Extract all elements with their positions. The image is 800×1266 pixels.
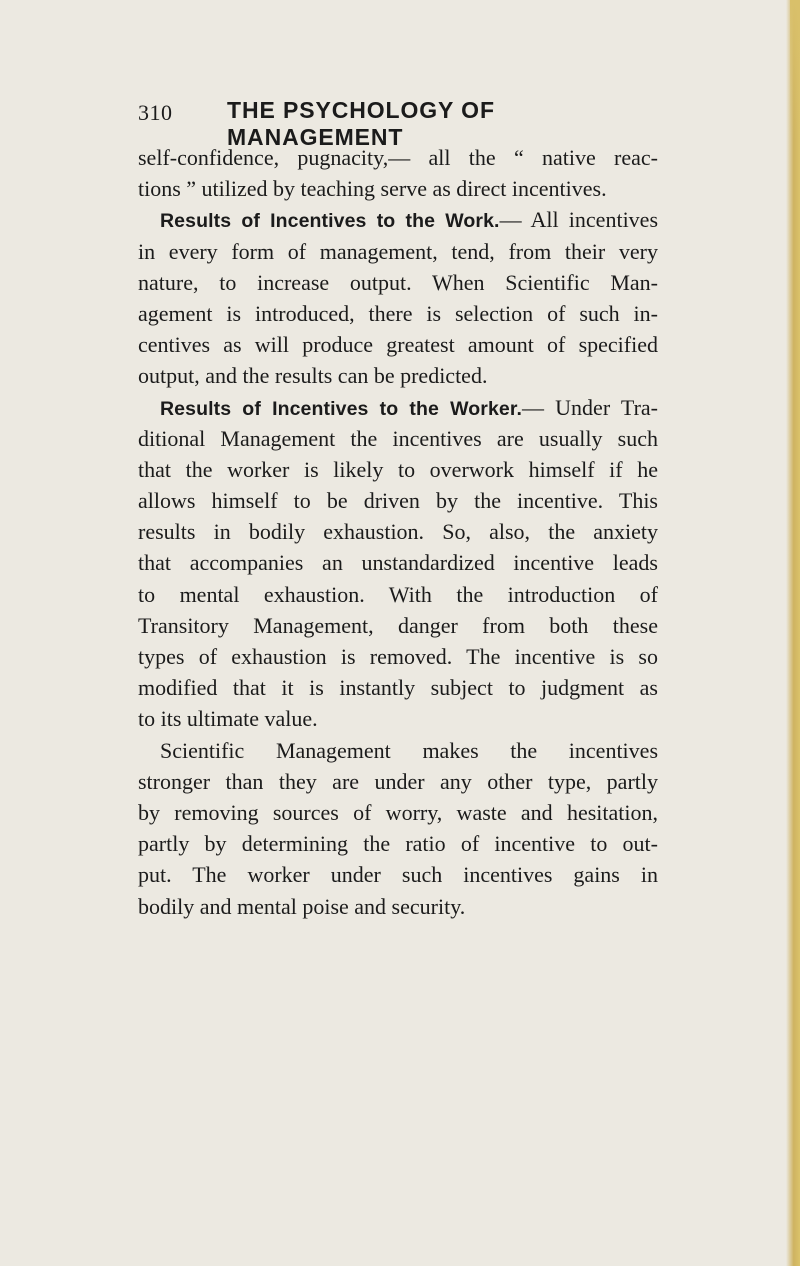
text-line: results in bodily exhaustion. So, also, the anxiety xyxy=(138,519,658,545)
text-line: nature, to increase output. When Scientific Man- xyxy=(138,269,658,295)
text-line: put. The worker under such incentives gains in xyxy=(138,862,658,888)
paragraph-first-line: Scientific Management makes the incentives xyxy=(160,737,658,763)
page-header xyxy=(138,96,658,150)
paragraph-first-line xyxy=(138,392,658,423)
text-line: in every form of management, tend, from their very xyxy=(138,238,658,264)
text-line: output, and the results can be predicted. xyxy=(138,363,488,389)
text-line: stronger than they are under any other type, partly xyxy=(138,768,658,794)
running-head: THE PSYCHOLOGY OF MANAGEMENT xyxy=(227,97,495,150)
page-edge-shadow xyxy=(786,0,800,1266)
page-number: 310 xyxy=(138,100,173,125)
body-text xyxy=(138,142,658,922)
text-run: — All incentives xyxy=(499,207,659,233)
text-line: centives as will produce greatest amount of specified xyxy=(138,332,658,358)
text-line: modified that it is instantly subject to judgment as xyxy=(138,675,658,701)
text-line: to mental exhaustion. With the introduction of xyxy=(138,581,658,607)
text-line: Transitory Management, danger from both these xyxy=(138,612,658,638)
text-line: types of exhaustion is removed. The incentive is so xyxy=(138,644,658,669)
text-line: ditional Management the incentives are usually such xyxy=(138,425,658,451)
paragraph-first-line xyxy=(138,204,658,235)
section-heading: Results of Incentives to the Work. xyxy=(160,210,500,233)
text-line: by removing sources of worry, waste and hesitation, xyxy=(138,799,658,825)
text-run: — Under Tra- xyxy=(522,394,658,420)
text-line: allows himself to be driven by the incentive. This xyxy=(138,488,658,514)
text-line: agement is introduced, there is selection of such in- xyxy=(138,300,658,326)
text-line: tions ” utilized by teaching serve as direct incentives. xyxy=(138,176,607,202)
text-line: self-confidence, pugnacity,— all the “ native reac- xyxy=(138,145,658,170)
text-line: to its ultimate value. xyxy=(138,706,318,732)
text-line: that the worker is likely to overwork himself if he xyxy=(138,456,658,482)
text-line: that accompanies an unstandardized incentive leads xyxy=(138,550,658,576)
page-edge-stain xyxy=(790,0,800,140)
section-heading: Results of Incentives to the Worker. xyxy=(160,397,523,420)
text-line: bodily and mental poise and security. xyxy=(138,893,466,919)
text-line: partly by determining the ratio of incentive to out- xyxy=(138,831,658,857)
